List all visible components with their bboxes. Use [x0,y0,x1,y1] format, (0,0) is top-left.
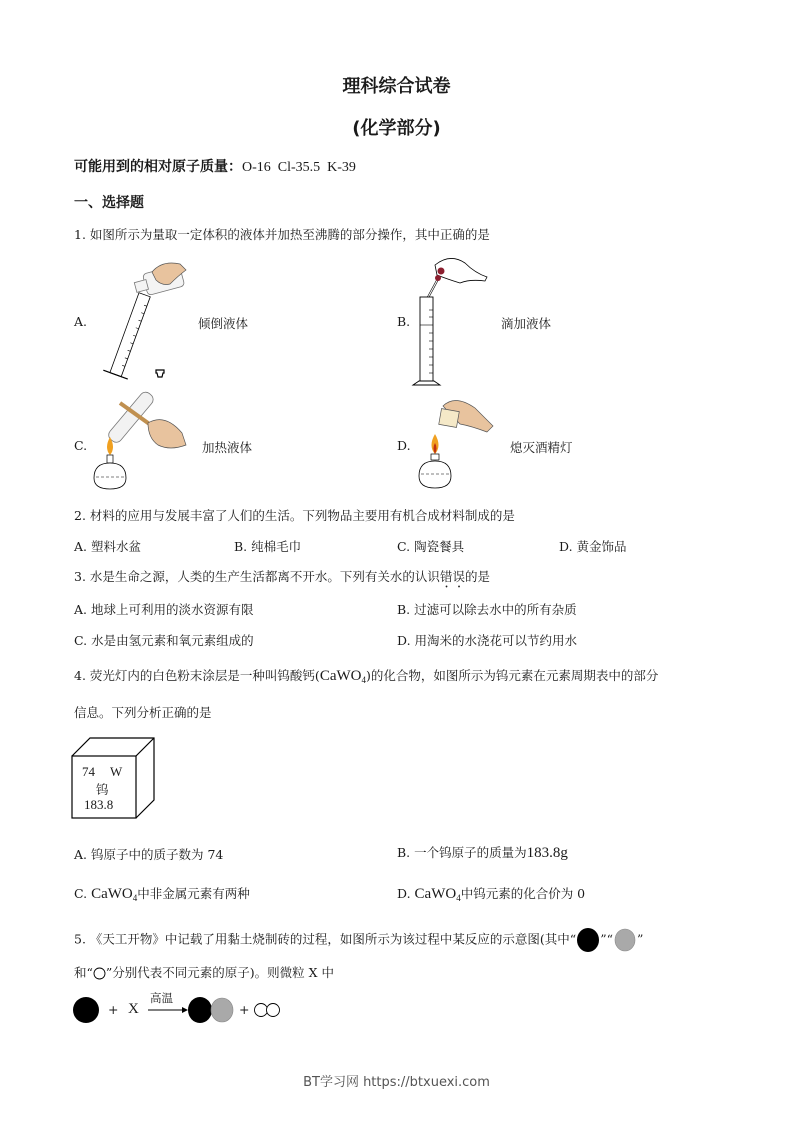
option-caption: 熄灭酒精灯 [510,440,573,455]
question-text: 荧光灯内的白色粉末涂层是一种叫钨酸钙( [89,668,320,683]
option-a[interactable] [74,845,223,863]
quote-start: 和“ [74,965,93,980]
option-a[interactable] [74,600,254,618]
white-atom-icon [93,967,106,980]
footer-watermark[interactable]: BT学习网 https://btxuexi.com [303,1075,490,1090]
question-number: 2. [74,508,86,523]
question-text: 如图所示为量取一定体积的液体并加热至沸腾的部分操作，其中正确的是 [89,227,490,242]
atomic-mass-label: 可能用到的相对原子质量： [74,159,242,175]
option-text: 地球上可利用的淡水资源有限 [91,602,254,617]
question-number: 5. [74,931,86,947]
atomic-mass-line [74,156,356,176]
gray-atom-icon [613,928,637,952]
question-5-stem [74,928,643,952]
option-text: 一个钨原子的质量为 [414,845,527,860]
question-number: 4. [74,668,86,683]
option-c[interactable] [397,537,464,555]
option-b[interactable] [397,600,577,618]
capping-alcohol-lamp-figure [415,396,495,496]
page-title: 理科综合试卷 [342,76,451,97]
option-value: 183.8g [526,845,568,861]
atomic-mass-values: O-16 Cl-35.5 K-39 [242,160,356,175]
option-letter: C. [397,539,411,554]
question-2-stem [74,506,515,524]
element-atomic-number: 74 [82,764,95,779]
option-text: 中钨元素的化合价为 0 [460,886,586,901]
section-title: 一、选择题 [74,195,144,211]
option-text: 纯棉毛巾 [251,539,302,554]
option-text: 塑料水盆 [91,539,142,554]
option-letter: B. [234,539,248,554]
question-number: 3. [74,569,86,584]
element-name: 钨 [96,782,109,797]
plus-sign: + [108,1002,119,1017]
dropper-figure [415,255,495,390]
pouring-liquid-figure [90,262,200,382]
question-number: 1. [74,227,86,242]
option-text: 用淘米的水浇花可以节约用水 [414,633,578,648]
formula: CaWO$_4$ [319,668,366,685]
option-b[interactable] [397,843,568,862]
question-4-stem-line2: 信息。下列分析正确的是 [74,705,212,720]
quote-end: ” [636,931,644,947]
option-caption: 加热液体 [202,440,253,455]
question-1-stem [74,225,490,243]
option-letter: D. [559,539,573,554]
arrow-icon [182,1007,188,1013]
option-c[interactable] [74,884,250,903]
question-text-end: 的是 [464,569,490,584]
plus-sign: + [239,1002,250,1017]
option-caption: 滴加液体 [501,316,552,331]
black-atom-icon [576,928,600,952]
option-b[interactable] [234,537,301,555]
reaction-diagram [72,988,292,1028]
reactant-x: X [128,1001,139,1017]
element-symbol: W [110,764,123,779]
question-5-stem-line2 [74,963,334,981]
option-text: 陶瓷餐具 [414,539,465,554]
option-letter: A. [74,847,88,862]
option-text: 钨原子中的质子数为 74 [91,847,224,862]
option-d[interactable] [397,884,585,903]
option-a[interactable] [74,537,141,555]
option-letter: A. [74,602,88,617]
option-letter: B. [397,845,411,860]
element-atomic-mass: 183.8 [84,797,114,812]
option-letter[interactable]: A. [74,314,88,329]
option-text: 水是由氢元素和氧元素组成的 [91,633,254,648]
option-text: 黄金饰品 [576,539,627,554]
question-text-cont: )的化合物，如图所示为钨元素在元素周期表中的部分 [365,668,659,683]
option-letter: A. [74,539,88,554]
question-text: 材料的应用与发展丰富了人们的生活。下列物品主要用有机合成材料制成的是 [89,508,515,523]
emphasis-text: 错误 [439,569,465,584]
option-letter[interactable]: C. [74,438,88,453]
option-letter: D. [397,633,411,648]
heating-test-tube-figure [90,393,200,498]
question-text: 水是生命之源，人类的生产生活都离不开水。下列有关水的认识 [89,569,440,584]
question-text: 《天工开物》中记载了用黏土烧制砖的过程，如图所示为该过程中某反应的示意图(其中“ [89,931,577,947]
quote-separator: ”“ [600,931,613,947]
option-text: 过滤可以除去水中的所有杂质 [414,602,577,617]
option-caption: 倾倒液体 [198,316,249,331]
question-4-stem [74,666,658,685]
option-d[interactable] [397,631,577,649]
option-letter: C. [74,886,88,901]
option-c[interactable] [74,631,254,649]
option-letter: C. [74,633,88,648]
option-letter[interactable]: B. [397,314,411,329]
formula: CaWO$_4$ [414,886,461,903]
reaction-condition: 高温 [150,991,173,1005]
question-3-stem [74,567,490,591]
option-letter[interactable]: D. [397,438,411,453]
option-letter: D. [397,886,411,901]
option-letter: B. [397,602,411,617]
option-d[interactable] [559,537,627,555]
option-text: 中非金属元素有两种 [137,886,250,901]
black-atom-icon [73,997,99,1023]
page-subtitle: (化学部分) [352,118,441,139]
question-text-cont: ”分别代表不同元素的原子)。则微粒 X 中 [105,965,335,980]
formula: CaWO$_4$ [91,886,138,903]
